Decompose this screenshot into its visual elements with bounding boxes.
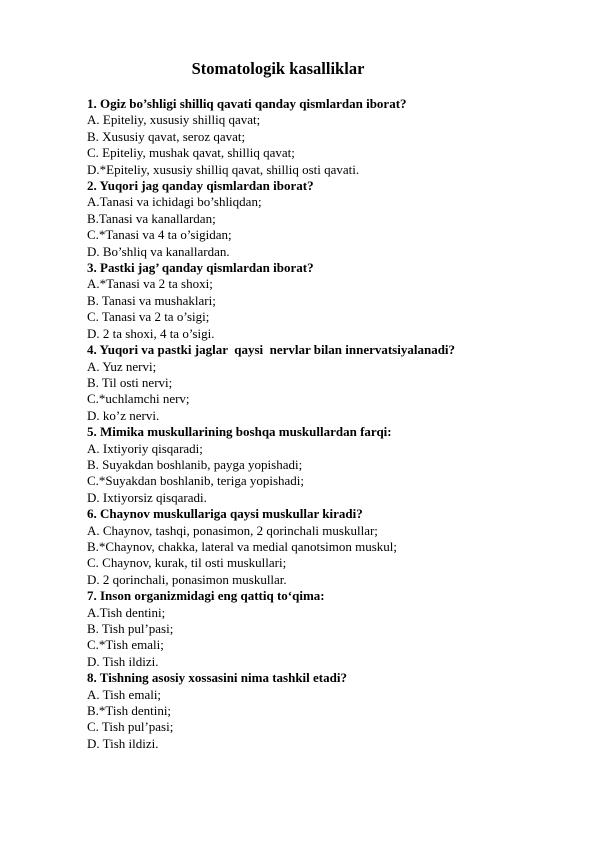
answer-option-b: B. Til osti nervi; — [87, 374, 173, 390]
answer-option-a: A. Epiteliy, xususiy shilliq qavat; — [87, 112, 261, 128]
answer-option-b: B. Suyakdan boshlanib, payga yopishadi; — [87, 456, 303, 472]
answer-option-b: B.*Tish dentini; — [87, 703, 172, 719]
answer-option-b: B. Tish pul’pasi; — [87, 621, 174, 636]
answer-option-b: B. Xususiy qavat, seroz qavat; — [87, 128, 246, 144]
answer-option-d: D. Tish ildizi. — [87, 653, 159, 669]
answer-option-b: B.Tanasi va kanallardan; — [87, 210, 216, 226]
answer-option-a: A. Yuz nervi; — [87, 358, 157, 374]
answer-option-d: D. Tish ildizi. — [87, 735, 159, 751]
question-text: 1. Ogiz bo’shligi shilliq qavati qanday qismlardan iborat? — [87, 96, 407, 111]
answer-option-b: B.*Chaynov, chakka, lateral va medial qanotsimon muskul; — [87, 538, 398, 554]
answer-option-d: D. Ixtiyorsiz qisqaradi. — [87, 489, 207, 505]
question-text: 2. Yuqori jag qanday qismlardan iborat? — [87, 178, 314, 194]
question-7 — [87, 588, 587, 670]
answer-option-a: A.Tish dentini; — [87, 604, 166, 620]
question-1 — [87, 96, 587, 178]
question-text: 7. Inson organizmidagi eng qattiq to‘qima: — [87, 588, 325, 604]
answer-option-c: C.*Suyakdan boshlanib, teriga yopishadi; — [87, 473, 305, 489]
question-3 — [87, 260, 587, 342]
answer-option-d: D.*Epiteliy, xususiy shilliq qavat, shilliq osti qavati. — [87, 161, 360, 177]
answer-option-d: D. ko’z nervi. — [87, 407, 160, 423]
question-2 — [87, 178, 587, 260]
answer-option-c: C.*Tish emali; — [87, 637, 164, 653]
question-text: 8. Tishning asosiy xossasini nima tashkil etadi? — [87, 670, 347, 686]
answer-option-a: A. Chaynov, tashqi, ponasimon, 2 qorinchali muskullar; — [87, 522, 378, 538]
document-title: Stomatologik kasalliklar — [191, 59, 365, 78]
answer-option-b: B. Tanasi va mushaklari; — [87, 292, 216, 308]
question-8 — [87, 670, 587, 752]
question-text: 6. Chaynov muskullariga qaysi muskullar kiradi? — [87, 506, 363, 522]
question-list — [87, 96, 587, 752]
question-6 — [87, 506, 587, 588]
question-5 — [87, 424, 587, 506]
answer-option-c: C. Epiteliy, mushak qavat, shilliq qavat; — [87, 145, 295, 161]
answer-option-a: A. Ixtiyoriy qisqaradi; — [87, 440, 203, 456]
answer-option-c: C. Tish pul’pasi; — [87, 719, 174, 735]
answer-option-d: D. 2 ta shoxi, 4 ta o’sigi. — [87, 325, 215, 341]
question-text: 4. Yuqori va pastki jaglar qaysi nervlar bilan innervatsiyalanadi? — [87, 342, 456, 358]
question-text: 5. Mimika muskullarining boshqa muskullardan farqi: — [87, 424, 392, 440]
answer-option-c: C.*uchlamchi nerv; — [87, 391, 190, 407]
answer-option-a: A.Tanasi va ichidagi bo’shliqdan; — [87, 194, 262, 210]
answer-option-a: A.*Tanasi va 2 ta shoxi; — [87, 276, 213, 292]
answer-option-d: D. Bo’shliq va kanallardan. — [87, 243, 230, 259]
answer-option-a: A. Tish emali; — [87, 686, 162, 702]
question-text: 3. Pastki jag’ qanday qismlardan iborat? — [87, 260, 314, 276]
answer-option-c: C. Chaynov, kurak, til osti muskullari; — [87, 555, 287, 571]
question-4 — [87, 342, 587, 424]
answer-option-c: C. Tanasi va 2 ta o’sigi; — [87, 309, 210, 325]
answer-option-c: C.*Tanasi va 4 ta o’sigidan; — [87, 227, 232, 243]
answer-option-d: D. 2 qorinchali, ponasimon muskullar. — [87, 571, 287, 587]
